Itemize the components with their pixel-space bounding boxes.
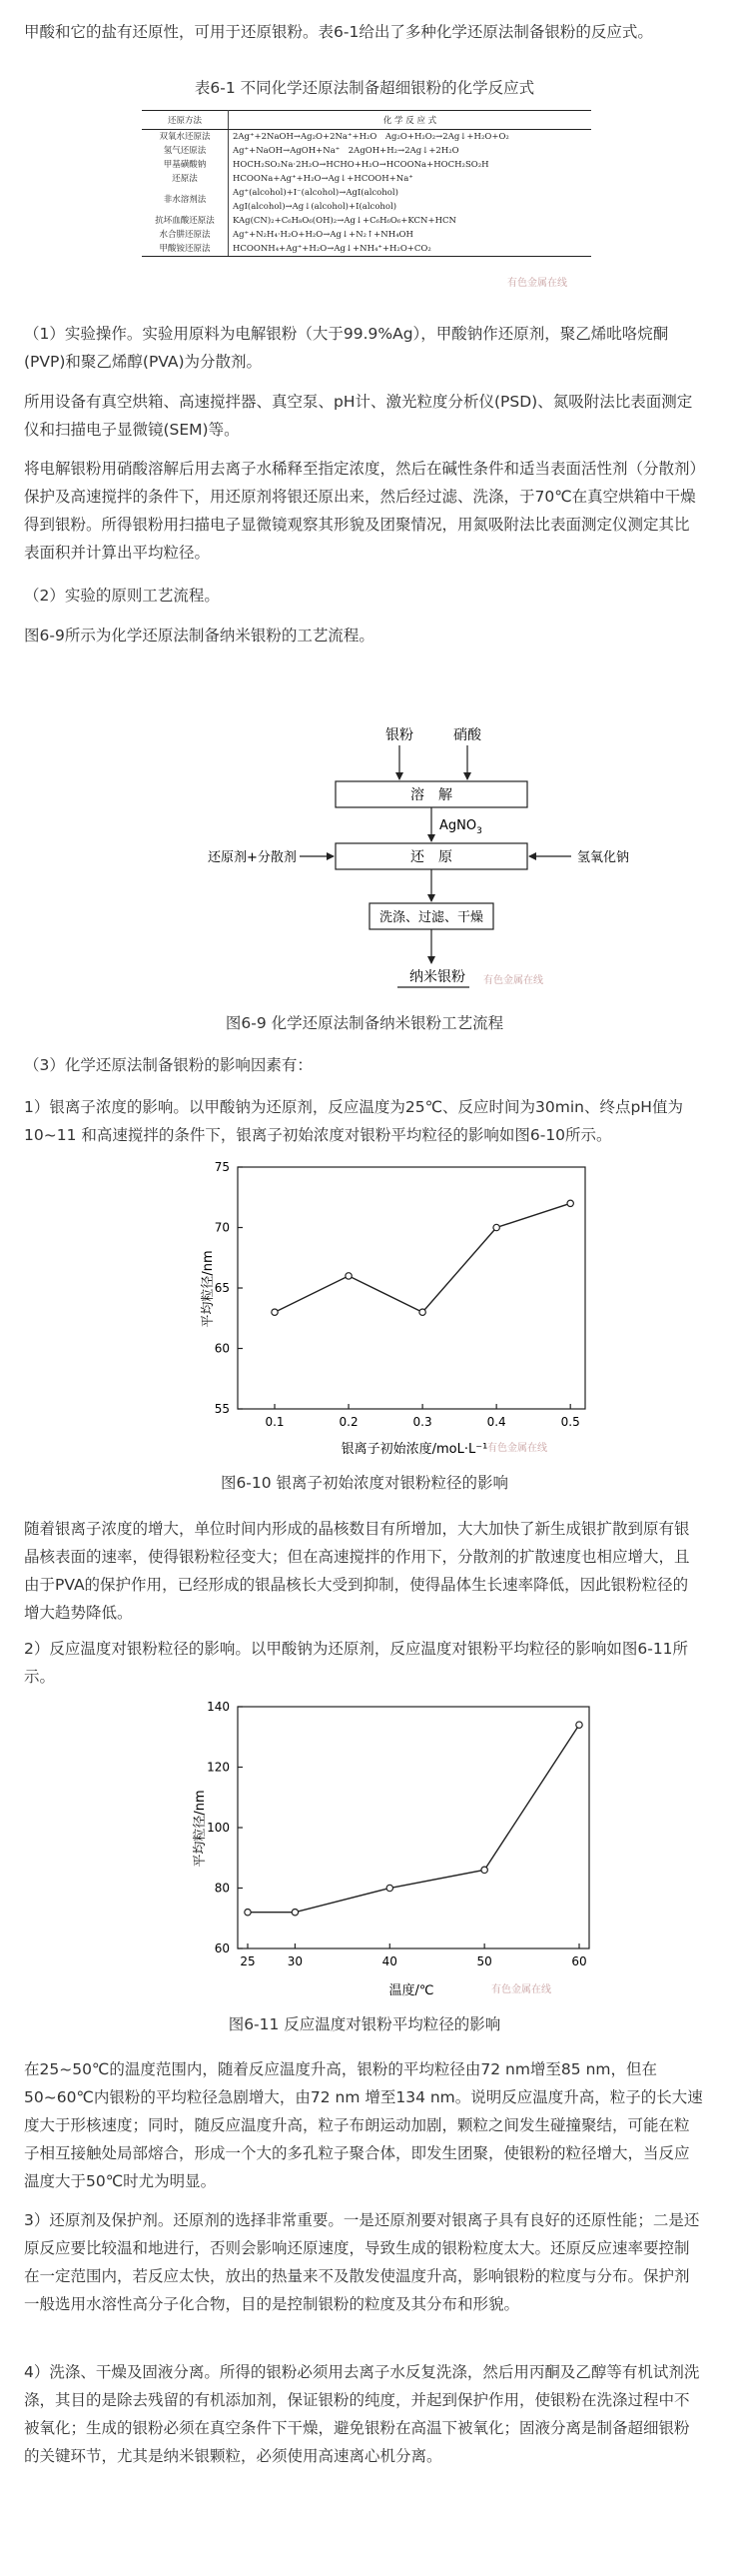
paragraph-washing: 4）洗涤、干燥及固液分离。所得的银粉必须用去离子水反复洗涤，然后用丙酮及乙醇等有机试剂洗涤，其目的是除去残留的有机添加剂，保证银粉的纯度，并起到保护作用，使银粉在洗涤过程中不被氧化；生成的银粉必须在真空条件下干燥，避免银粉在高温下被氧化；固液分离是制备超细银粉的关键环节，尤其是纳米银颗粒，必须使用高速离心机分离。 [24, 2363, 700, 2465]
equation-cell: HCOONH₄+Ag⁺+H₂O→Ag↓+NH₄⁺+H₂O+CO₂ [229, 242, 592, 257]
paragraph-equipment: 所用设备有真空烘箱、高速搅拌器、真空泵、pH计、激光粒度分析仪(PSD)、氮吸附法比表面测定仪和扫描电子显微镜(SEM)等。 [24, 393, 693, 439]
flow-step-wash-label: 洗涤、过滤、干燥 [378, 910, 484, 925]
figure-6-10-caption: 图6-10 银离子初始浓度对银粉粒径的影响 [220, 1474, 509, 1492]
chart2-xtick-label: 25 [240, 1954, 256, 1968]
method-cell: 甲酸铵还原法 [142, 242, 229, 257]
table-header-method: 还原方法 [142, 111, 229, 130]
watermark: 有色金属在线 [487, 1443, 547, 1454]
flow-step-dissolve-label: 溶 解 [410, 787, 452, 803]
intro-paragraph: 甲酸和它的盐有还原性，可用于还原银粉。表6-1给出了多种化学还原法制备银粉的反应式。 [24, 23, 653, 41]
figure-6-9-caption: 图6-9 化学还原法制备纳米银粉工艺流程 [225, 1014, 504, 1032]
flow-input-acid: 硝酸 [453, 727, 481, 743]
paragraph-factors-heading: （3）化学还原法制备银粉的影响因素有： [24, 1056, 313, 1074]
chart2-xtick-label: 50 [476, 1954, 492, 1968]
flow-step-reduce-label: 还 原 [410, 849, 452, 865]
flow-agno3: AgNO$_3$ [439, 818, 482, 836]
chart2-data-point [386, 1885, 392, 1891]
equation-cell: 2Ag⁺+2NaOH→Ag₂O+2Na⁺+H₂O Ag₂O+H₂O₂→2Ag↓+H₂O+O₂ [233, 132, 509, 142]
chart2-xlabel: 温度/℃ [388, 1983, 434, 1998]
flow-input-naoh: 氢氧化钠 [577, 850, 630, 865]
flow-input-reductant: 还原剂+分散剂 [208, 850, 297, 865]
chart2-ytick-label: 140 [207, 1700, 230, 1714]
flow-product: 纳米银粉 [409, 969, 465, 985]
flow-input-silver: 银粉 [385, 727, 413, 743]
chart1-ytick-label: 75 [214, 1160, 230, 1174]
paragraph-reductant: 3）还原剂及保护剂。还原剂的选择非常重要。一是还原剂要对银离子具有良好的还原性能；二是还原反应要比较温和地进行，否则会影响还原速度，导致生成的银粉粒度太大。还原反应速率要控制在一定范围内，若反应太快，放出的热量来不及散发使温度升高，影响银粉的粒度与分布。保护剂一般选用水溶性高分子化合物，目的是控制银粉的粒度及其分布和形貌。 [24, 2211, 700, 2313]
paragraph-temperature-discussion: 在25~50℃的温度范围内，随着反应温度升高，银粉的平均粒径由72 nm增至85 nm，但在50~60℃内银粉的平均粒径急剧增大，由72 nm 增至134 nm。说明反应温度升高，粒子的长大速度大于形核速度；同时，随反应温度升高，粒子布朗运动加剧，颗粒之间发生碰撞聚结，可能在粒子相互接触处局部熔合，形成一个大的多孔粒子聚合体，即发生团聚，使银粉的粒径增大，当反应温度大于50℃时尤为明显。 [24, 2060, 703, 2190]
chart1-xtick-label: 0.4 [486, 1415, 506, 1429]
chart2-series-line [248, 1725, 579, 1913]
paragraph-temperature: 2）反应温度对银粉粒径的影响。以甲酸钠为还原剂，反应温度对银粉平均粒径的影响如图6-11所示。 [24, 1640, 689, 1686]
figure-6-11-caption: 图6-11 反应温度对银粉平均粒径的影响 [228, 2015, 501, 2033]
chart2-ytick-label: 120 [207, 1760, 230, 1775]
chart1-ytick-label: 60 [214, 1341, 230, 1356]
chart2-data-point [292, 1910, 298, 1916]
paragraph-concentration-discussion: 随着银离子浓度的增大，单位时间内形成的晶核数目有所增加，大大加快了新生成银扩散到原有银晶核表面的速率，使得银粉粒径变大；但在高速搅拌的作用下，分散剂的扩散速度也相应增大，且由于PVA的保护作用，已经形成的银晶核长大受到抑制，使得晶体生长速率降低，因此银粉粒径的增大趋势降低。 [24, 1520, 690, 1622]
chart1-ylabel: 平均粒径/nm [201, 1250, 216, 1328]
method-cell: 非水溶剂法 [142, 186, 229, 214]
chart1-xtick-label: 0.5 [560, 1415, 580, 1429]
table-caption: 表6-1 不同化学还原法制备超细银粉的化学反应式 [194, 79, 535, 97]
chart2-ylabel: 平均粒径/nm [193, 1790, 208, 1868]
chart2-xtick-label: 30 [287, 1954, 304, 1968]
chart1-ytick-label: 55 [214, 1402, 230, 1416]
chart1-ytick-label: 65 [214, 1281, 230, 1295]
chart1-ytick-label: 70 [214, 1220, 230, 1235]
chart2-xtick-label: 60 [571, 1954, 587, 1968]
chart2-xtick-label: 40 [381, 1954, 397, 1968]
equation-cell: Ag⁺(alcohol)+I⁻(alcohol)→AgI(alcohol) [233, 188, 398, 198]
chart2-ytick-label: 60 [214, 1941, 230, 1955]
paragraph-process-heading: （2）实验的原则工艺流程。 [24, 587, 220, 605]
equation-cell: HCOONa+Ag⁺+H₂O→Ag↓+HCOOH+Na⁺ [233, 174, 413, 184]
chart1-xlabel: 银离子初始浓度/moL·L⁻¹ [341, 1442, 488, 1457]
chart2-data-point [576, 1722, 582, 1728]
chart2-ytick-label: 80 [214, 1881, 230, 1896]
paragraph-experiment: （1）实验操作。实验用原料为电解银粉（大于99.9%Ag），甲酸钠作还原剂，聚乙烯吡咯烷酮(PVP)和聚乙烯醇(PVA)为分散剂。 [24, 325, 669, 371]
chart1-xtick-label: 0.3 [412, 1415, 432, 1429]
equation-cell: HOCH₂SO₂Na·2H₂O→HCHO+H₂O→HCOONa+HOCH₂SO₂H [233, 160, 489, 170]
chart2-data-point [245, 1910, 251, 1916]
watermark: 有色金属在线 [483, 975, 543, 986]
equation-cell: AgI(alcohol)→Ag↓(alcohol)+I(alcohol) [233, 202, 397, 212]
equation-cell: Ag⁺+NaOH→AgOH+Na⁺ 2AgOH+H₂→2Ag↓+2H₂O [233, 146, 459, 156]
equation-cell: KAg(CN)₂+C₆H₈O₆(OH)₂→Ag↓+C₆H₆O₆+KCN+HCN [233, 216, 456, 226]
chart1-xtick-label: 0.2 [339, 1415, 359, 1429]
chart2-ytick-label: 100 [207, 1821, 230, 1835]
watermark: 有色金属在线 [507, 278, 567, 289]
chart2-data-point [481, 1867, 487, 1873]
paragraph-concentration: 1）银离子浓度的影响。以甲酸钠为还原剂，反应温度为25℃、反应时间为30min、终点pH值为10~11 和高速搅拌的条件下，银离子初始浓度对银粉平均粒径的影响如图6-10所示。 [24, 1098, 683, 1144]
method-cell: 双氧水还原法 [142, 130, 229, 145]
method-cell: 甲基磺酸钠 [142, 158, 229, 172]
method-cell: 氢气还原法 [142, 144, 229, 158]
method-cell: 水合肼还原法 [142, 228, 229, 242]
chart1-xtick-label: 0.1 [265, 1415, 285, 1429]
watermark: 有色金属在线 [491, 1984, 551, 1995]
paragraph-process-intro: 图6-9所示为化学还原法制备纳米银粉的工艺流程。 [24, 627, 374, 644]
paragraph-procedure: 将电解银粉用硝酸溶解后用去离子水稀释至指定浓度，然后在碱性条件和适当表面活性剂（分散剂）保护及高速搅拌的条件下，用还原剂将银还原出来，然后经过滤、洗涤，于70℃在真空烘箱中干燥得到银粉。所得银粉用扫描电子显微镜观察其形貌及团聚情况，用氮吸附法比表面测定仪测定其比表面积并计算出平均粒径。 [24, 460, 698, 562]
equation-cell: Ag⁺+N₂H₄·H₂O+H₂O→Ag↓+N₂↑+NH₄OH [233, 230, 413, 240]
table-header-equation: 化 学 反 应 式 [229, 111, 592, 130]
method-cell: 还原法 [142, 172, 229, 186]
method-cell: 抗坏血酸还原法 [142, 214, 229, 228]
